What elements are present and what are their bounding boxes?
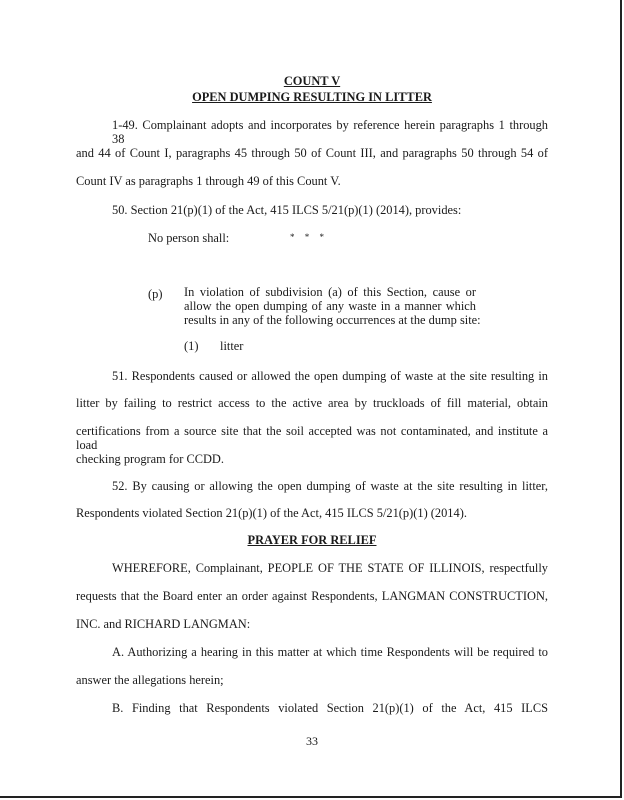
- para-1-49-line-3: Count IV as paragraphs 1 through 49 of this Count V.: [76, 174, 341, 188]
- page-number: 33: [306, 734, 318, 748]
- sub-1-text: litter: [220, 339, 244, 353]
- sub-p-line-2: allow the open dumping of any waste in a manner which: [184, 299, 476, 313]
- para-51-line-4: checking program for CCDD.: [76, 452, 224, 466]
- para-52-line-1: 52. By causing or allowing the open dumping of waste at the site resulting in litter,: [112, 479, 548, 493]
- sub-p-line-1: In violation of subdivision (a) of this Section, cause or: [184, 285, 476, 299]
- ellipsis-stars: * * *: [290, 232, 328, 242]
- para-50-lead: 50. Section 21(p)(1) of the Act, 415 ILCS 5/21(p)(1) (2014), provides:: [112, 203, 462, 217]
- prayer-title: PRAYER FOR RELIEF: [247, 533, 377, 547]
- scan-border-bottom: [0, 796, 622, 798]
- para-1-49-line-2: and 44 of Count I, paragraphs 45 through 50 of Count III, and paragraphs 50 through 54 of: [76, 146, 548, 160]
- prayer-line-1: WHEREFORE, Complainant, PEOPLE OF THE STATE OF ILLINOIS, respectfully: [112, 561, 548, 575]
- prayer-line-2: requests that the Board enter an order against Respondents, LANGMAN CONSTRUCTION,: [76, 589, 548, 603]
- para-51-line-1: 51. Respondents caused or allowed the open dumping of waste at the site resulting in: [112, 369, 548, 383]
- item-b-line-1: B. Finding that Respondents violated Section 21(p)(1) of the Act, 415 ILCS: [112, 701, 548, 715]
- sub-p-label: (p): [148, 287, 163, 301]
- item-a-line-2: answer the allegations herein;: [76, 673, 224, 687]
- sub-1-label: (1): [184, 339, 199, 353]
- para-1-49-line-1: 1-49. Complainant adopts and incorporates by reference herein paragraphs 1 through 38: [112, 118, 548, 146]
- para-50-no-person: No person shall:: [148, 231, 230, 245]
- item-a-line-1: A. Authorizing a hearing in this matter at which time Respondents will be required to: [112, 645, 548, 659]
- para-51-line-3: certifications from a source site that the soil accepted was not contaminated, and institute a load: [76, 424, 548, 452]
- count-title: COUNT V: [283, 74, 341, 88]
- para-51-line-2: litter by failing to restrict access to the active area by truckloads of fill material, obtain: [76, 396, 548, 410]
- para-52-line-2: Respondents violated Section 21(p)(1) of the Act, 415 ILCS 5/21(p)(1) (2014).: [76, 506, 467, 520]
- count-subtitle: OPEN DUMPING RESULTING IN LITTER: [192, 90, 432, 104]
- scan-border-right: [620, 0, 622, 798]
- sub-p-line-3: results in any of the following occurrences at the dump site:: [184, 313, 481, 327]
- prayer-line-3: INC. and RICHARD LANGMAN:: [76, 617, 251, 631]
